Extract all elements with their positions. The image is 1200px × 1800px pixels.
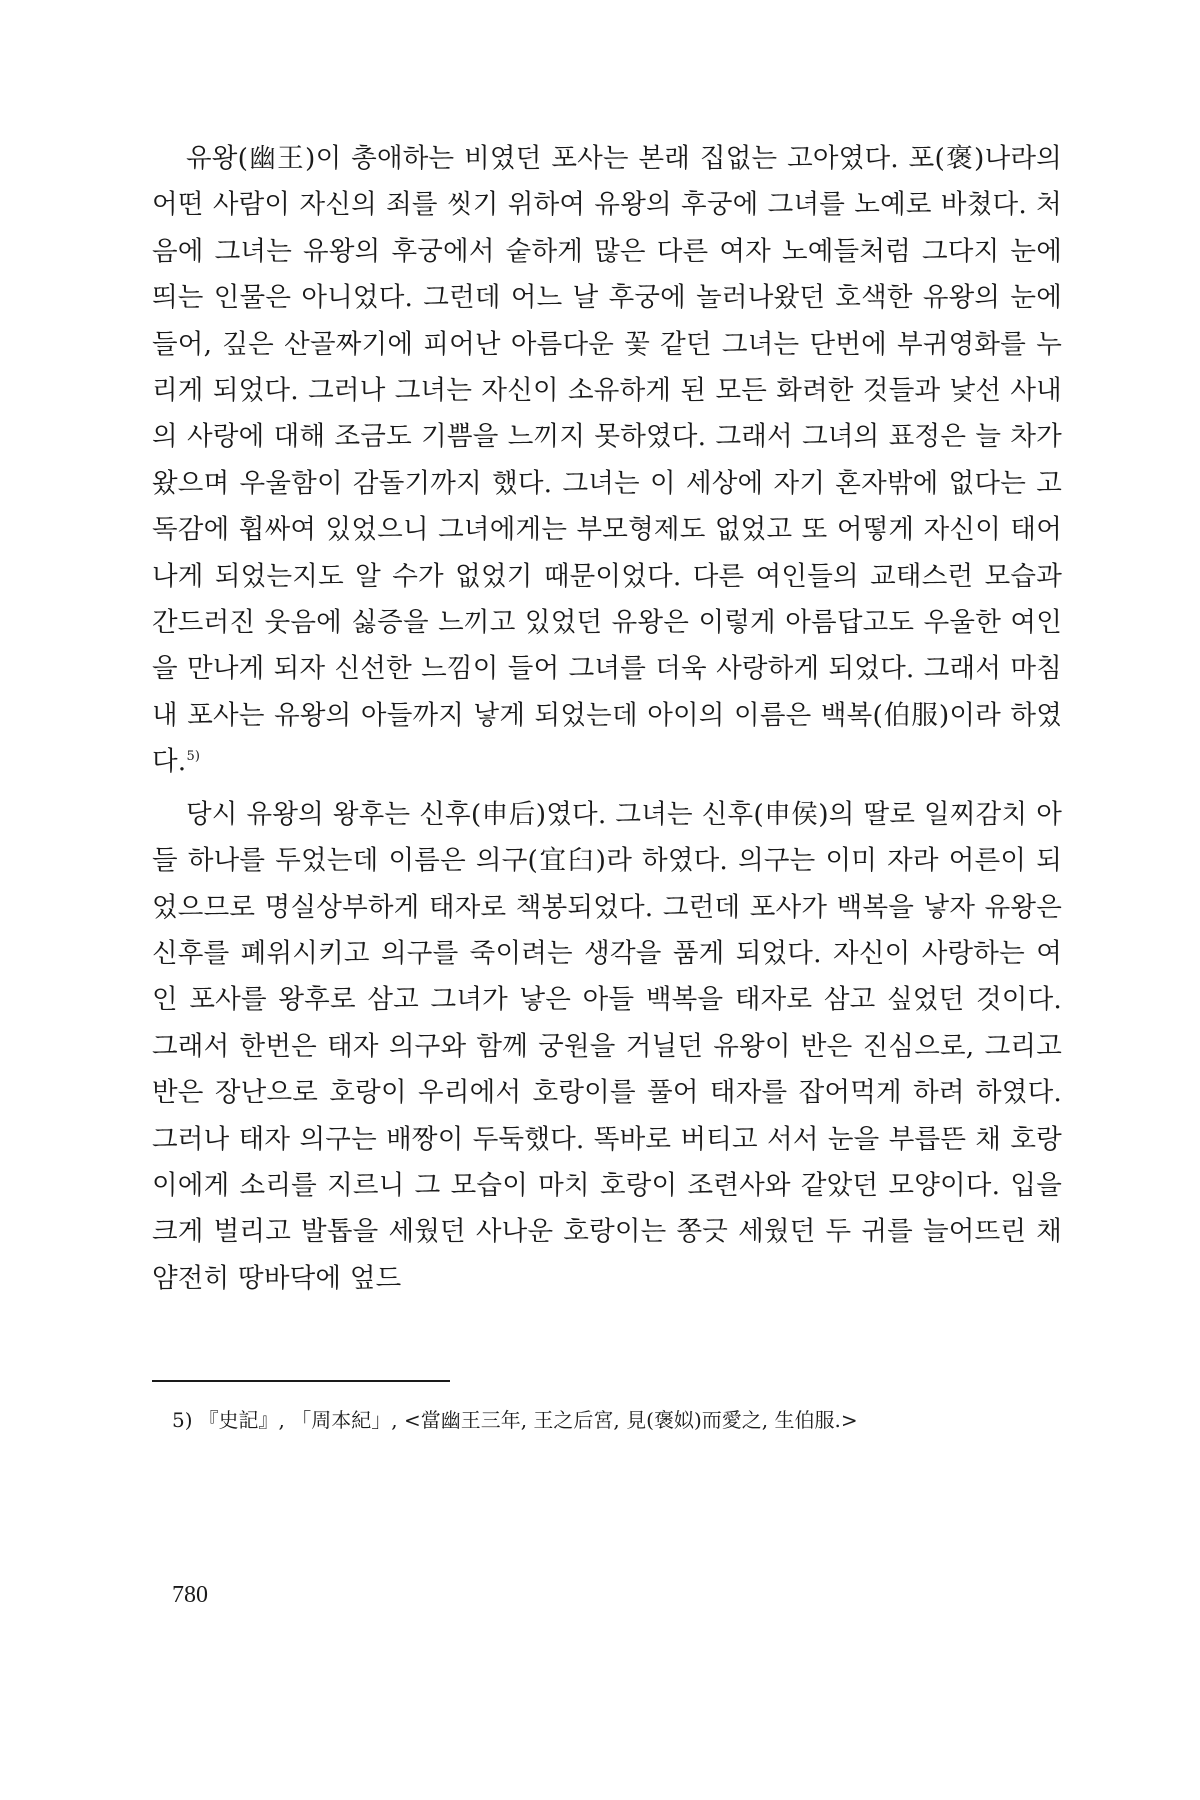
page-number: 780	[172, 1582, 208, 1608]
paragraph-2	[152, 792, 1062, 1302]
paragraph-1	[152, 136, 1062, 786]
paragraph-2-text: 당시 유왕의 왕후는 신후(申后)였다. 그녀는 신후(申侯)의 딸로 일찌감치 아들 하나를 두었는데 이름은 의구(宜臼)라 하였다. 의구는 이미 자라 어른이 되었으므로 명실상부하게 태자로 책봉되었다. 그런데 포사가 백복을 낳자 유왕은 신후를 폐위시키고 의구를 죽이려는 생각을 품게 되었다. 자신이 사랑하는 여인 포사를 왕후로 삼고 그녀가 낳은 아들 백복을 태자로 삼고 싶었던 것이다. 그래서 한번은 태자 의구와 함께 궁원을 거닐던 유왕이 반은 진심으로, 그리고 반은 장난으로 호랑이 우리에서 호랑이를 풀어 태자를 잡어먹게 하려 하였다. 그러나 태자 의구는 배짱이 두둑했다. 똑바로 버티고 서서 눈을 부릅뜬 채 호랑이에게 소리를 지르니 그 모습이 마치 호랑이 조련사와 같았던 모양이다. 입을 크게 벌리고 발톱을 세웠던 사나운 호랑이는 쫑긋 세웠던 두 귀를 늘어뜨린 채 얌전히 땅바닥에 엎드	[152, 798, 1062, 1294]
body-text	[152, 136, 1062, 1302]
footnote-divider	[152, 1380, 450, 1382]
footnote-reference-5[interactable]: 5)	[186, 749, 201, 765]
footnote-text: 『史記』, 「周本紀」, <當幽王三年, 王之后宮, 見(褒姒)而愛之, 生伯服.>	[198, 1408, 858, 1432]
footnote-number: 5)	[172, 1408, 193, 1432]
footnote-5	[172, 1405, 1062, 1435]
paragraph-1-text: 유왕(幽王)이 총애하는 비였던 포사는 본래 집없는 고아였다. 포(褒)나라의 어떤 사람이 자신의 죄를 씻기 위하여 유왕의 후궁에 그녀를 노예로 바쳤다. 처음에 그녀는 유왕의 후궁에서 숱하게 많은 다른 여자 노예들처럼 그다지 눈에 띄는 인물은 아니었다. 그런데 어느 날 후궁에 놀러나왔던 호색한 유왕의 눈에 들어, 깊은 산골짜기에 피어난 아름다운 꽃 같던 그녀는 단번에 부귀영화를 누리게 되었다. 그러나 그녀는 자신이 소유하게 된 모든 화려한 것들과 낯선 사내의 사랑에 대해 조금도 기쁨을 느끼지 못하였다. 그래서 그녀의 표정은 늘 차가왔으며 우울함이 감돌기까지 했다. 그녀는 이 세상에 자기 혼자밖에 없다는 고독감에 휩싸여 있었으니 그녀에게는 부모형제도 없었고 또 어떻게 자신이 태어나게 되었는지도 알 수가 없었기 때문이었다. 다른 여인들의 교태스런 모습과 간드러진 웃음에 싫증을 느끼고 있었던 유왕은 이렇게 아름답고도 우울한 여인을 만나게 되자 신선한 느낌이 들어 그녀를 더욱 사랑하게 되었다. 그래서 마침내 포사는 유왕의 아들까지 낳게 되었는데 아이의 이름은 백복(伯服)이라 하였다.	[152, 143, 1062, 778]
